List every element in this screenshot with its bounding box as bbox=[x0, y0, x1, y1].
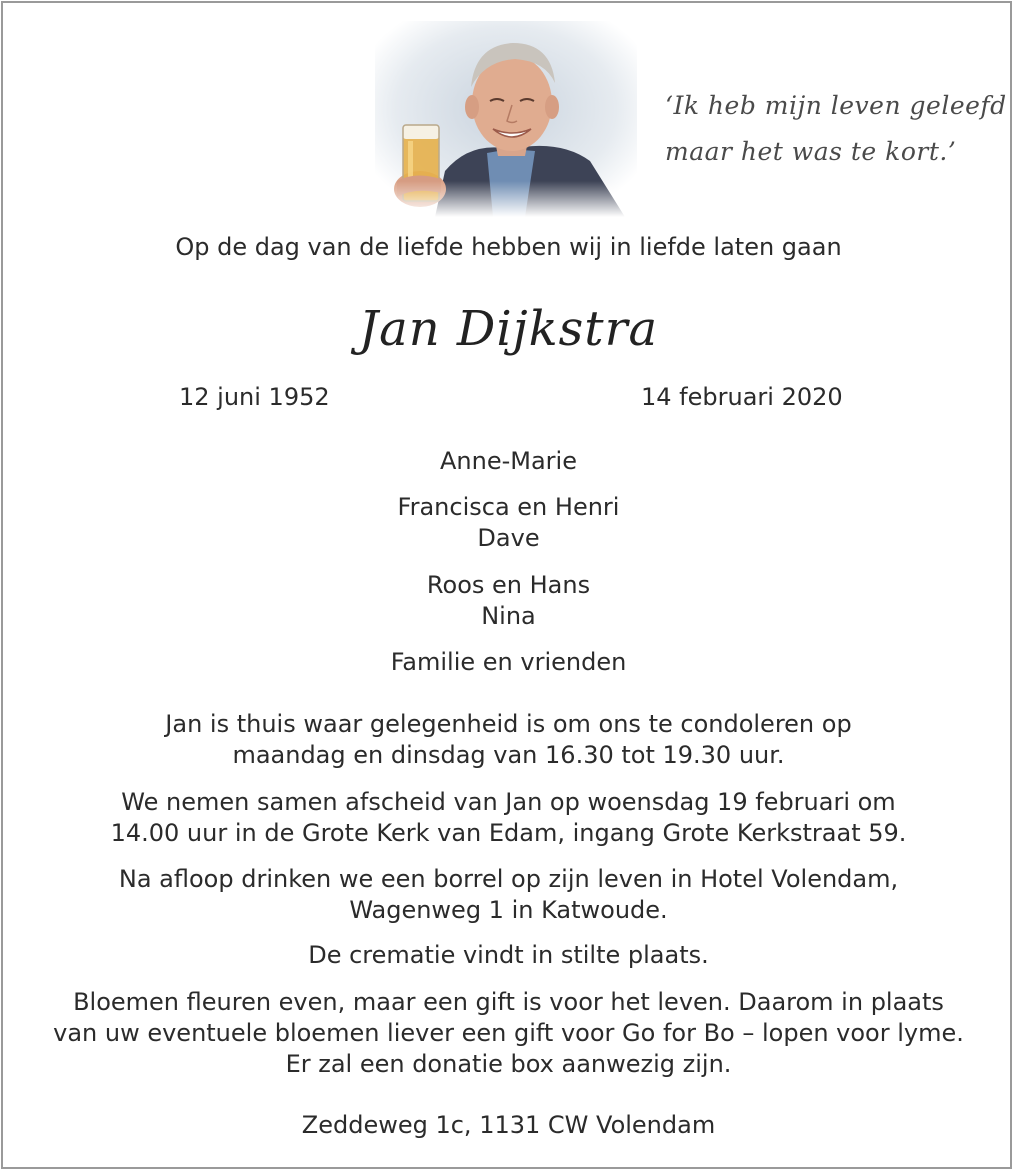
deceased-name: Jan Dijkstra bbox=[358, 301, 659, 357]
paragraph-line: 14.00 uur in de Grote Kerk van Edam, ingang Grote Kerkstraat 59. bbox=[110, 819, 907, 847]
family-member: Familie en vrienden bbox=[390, 648, 627, 676]
family-member: Nina bbox=[481, 602, 536, 630]
paragraph-line: Bloemen fleuren even, maar een gift is voor het leven. Daarom in plaats bbox=[73, 988, 944, 1016]
paragraph-line: Jan is thuis waar gelegenheid is om ons te condoleren op bbox=[165, 710, 852, 738]
intro-text: Op de dag van de liefde hebben wij in liefde laten gaan bbox=[175, 233, 842, 261]
family-member: Roos en Hans bbox=[426, 571, 591, 599]
quote-line-1: ‘Ik heb mijn leven geleefd bbox=[665, 91, 1007, 120]
family-member: Anne-Marie bbox=[440, 447, 577, 475]
family-member: Dave bbox=[477, 524, 540, 552]
paragraph-line: maandag en dinsdag van 16.30 tot 19.30 uur. bbox=[232, 741, 785, 769]
obituary-card bbox=[1, 1, 1012, 1169]
quote-line-2: maar het was te kort.’ bbox=[665, 137, 957, 166]
paragraph-line: Na afloop drinken we een borrel op zijn leven in Hotel Volendam, bbox=[118, 865, 899, 893]
quote bbox=[665, 83, 1007, 175]
death-date: 14 februari 2020 bbox=[641, 383, 843, 411]
address: Zeddeweg 1c, 1131 CW Volendam bbox=[301, 1111, 716, 1139]
portrait-photo bbox=[375, 21, 637, 217]
paragraph-line: We nemen samen afscheid van Jan op woensdag 19 februari om bbox=[121, 788, 896, 816]
family-member: Francisca en Henri bbox=[397, 493, 620, 521]
paragraph-line: van uw eventuele bloemen liever een gift voor Go for Bo – lopen voor lyme. bbox=[53, 1019, 964, 1047]
paragraph-line: Er zal een donatie box aanwezig zijn. bbox=[285, 1050, 732, 1078]
paragraph-line: Wagenweg 1 in Katwoude. bbox=[349, 896, 668, 924]
birth-date: 12 juni 1952 bbox=[179, 383, 330, 411]
paragraph-line: De crematie vindt in stilte plaats. bbox=[308, 941, 709, 969]
